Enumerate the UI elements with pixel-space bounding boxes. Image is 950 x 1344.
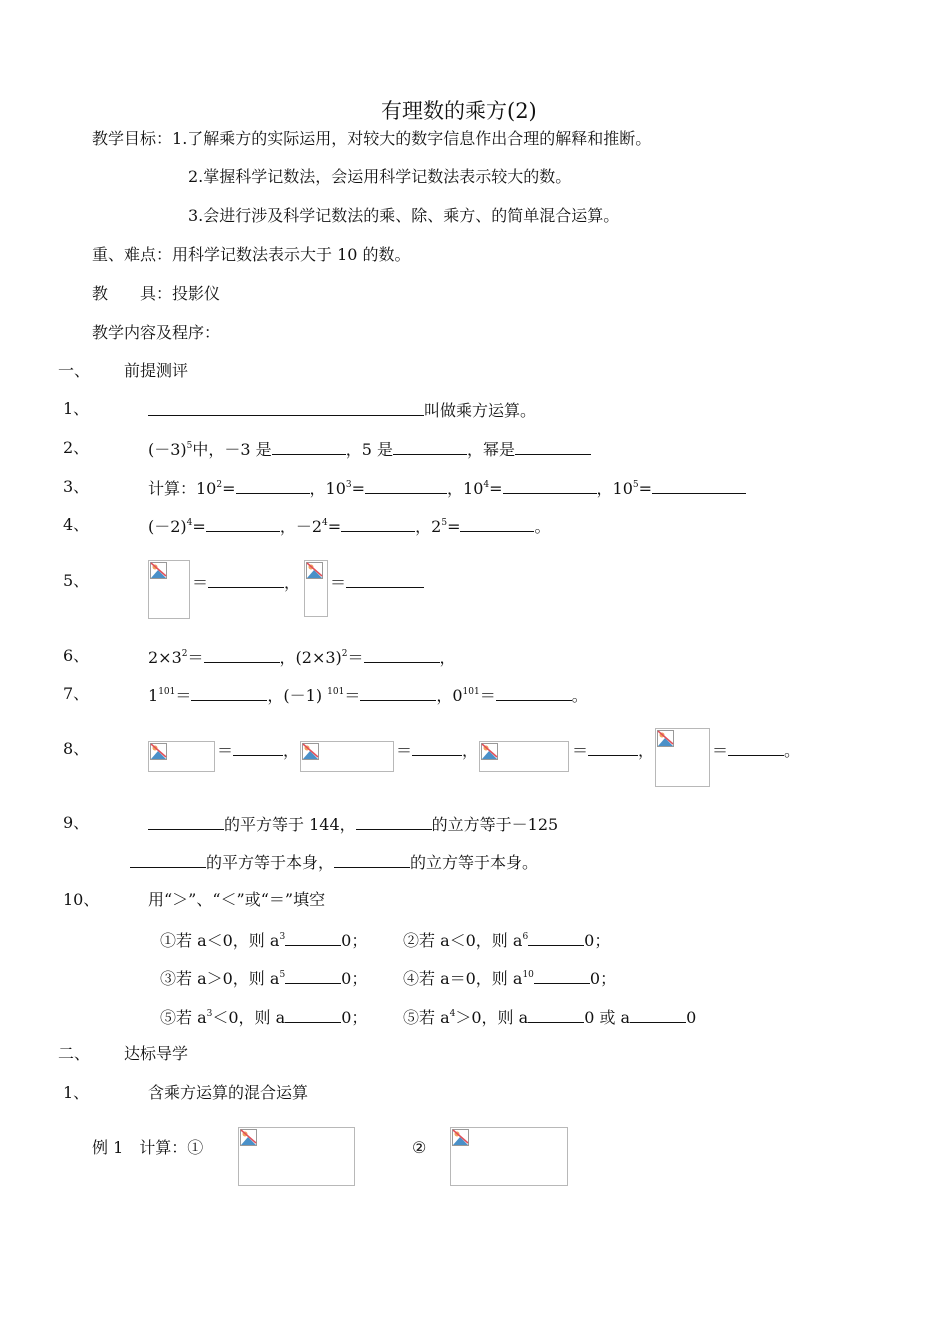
question-text: ， — [284, 573, 301, 592]
question-text: 叫做乘方运算。 — [424, 401, 537, 420]
answer-blank[interactable] — [148, 398, 424, 416]
question-text: ，(2×3) — [279, 648, 342, 667]
question-text: 0 — [686, 1008, 697, 1027]
answer-blank[interactable] — [652, 476, 746, 494]
answer-blank[interactable] — [393, 437, 467, 455]
answer-blank[interactable] — [285, 1005, 341, 1023]
formula-image — [450, 1127, 568, 1186]
question-text: ，10 — [447, 479, 484, 498]
question-text: ， — [462, 741, 479, 760]
question-text: ⑤若 a — [160, 1008, 207, 1027]
formula-image — [300, 741, 394, 772]
question-text: ，幂是 — [466, 440, 515, 459]
question-text: 。 — [571, 686, 588, 705]
answer-blank[interactable] — [285, 966, 341, 984]
broken-image-icon — [481, 743, 498, 760]
question-7 — [148, 683, 588, 707]
objectives-label: 教学目标： — [92, 129, 173, 148]
answer-blank[interactable] — [272, 437, 346, 455]
question-text: = — [327, 517, 342, 536]
answer-blank[interactable] — [728, 738, 784, 756]
exponent: 2 — [181, 649, 188, 659]
q10-row-2-left — [160, 966, 367, 990]
objective-item-1: 1.了解乘方的实际运用，对较大的数字信息作出合理的解释和推断。 — [172, 129, 652, 148]
exponent: 10 — [522, 970, 534, 980]
question-text: ＝ — [344, 686, 361, 705]
answer-blank[interactable] — [534, 966, 590, 984]
question-5-part-2 — [330, 570, 424, 594]
question-number-7: 7、 — [63, 684, 90, 703]
example-1-label: 例 1 计算：① — [92, 1138, 204, 1157]
exponent: 101 — [158, 687, 176, 697]
question-text: 的平方等于 144， — [224, 815, 356, 834]
question-1 — [148, 398, 536, 422]
answer-blank[interactable] — [334, 850, 410, 868]
formula-image — [148, 560, 190, 619]
question-text: 2×3 — [148, 648, 182, 667]
q10-row-1-left — [160, 928, 367, 952]
broken-image-icon — [302, 743, 319, 760]
answer-blank[interactable] — [341, 514, 415, 532]
question-text: ②若 a＜0，则 a — [403, 931, 523, 950]
question-text: ， — [439, 648, 456, 667]
exponent: 3 — [345, 480, 352, 490]
answer-blank[interactable] — [588, 738, 638, 756]
question-number-1: 1、 — [63, 399, 90, 418]
answer-blank[interactable] — [233, 738, 283, 756]
answer-blank[interactable] — [528, 1005, 584, 1023]
question-text: 1 — [148, 686, 159, 705]
answer-blank[interactable] — [346, 570, 424, 588]
formula-image — [148, 741, 215, 772]
question-text: = — [447, 517, 461, 536]
question-text: ＝ — [712, 741, 729, 760]
question-text: 。 — [784, 741, 801, 760]
exponent: 4 — [322, 518, 328, 528]
page-title: 有理数的乘方(2) — [381, 99, 537, 123]
question-text: 的平方等于本身， — [206, 853, 335, 872]
q10-row-1-right — [403, 928, 610, 952]
question-text: ，10 — [596, 479, 633, 498]
answer-blank[interactable] — [460, 514, 534, 532]
question-text: 0； — [589, 969, 617, 988]
answer-blank[interactable] — [208, 570, 284, 588]
question-6 — [148, 645, 456, 669]
question-text: ，－2 — [279, 517, 322, 536]
answer-blank[interactable] — [528, 928, 584, 946]
tools-line — [92, 283, 220, 305]
answer-blank[interactable] — [206, 514, 280, 532]
question-8-part-1 — [217, 738, 299, 762]
question-text: ， — [638, 741, 655, 760]
broken-image-icon — [306, 562, 323, 579]
answer-blank[interactable] — [148, 812, 224, 830]
question-text: (－2) — [148, 517, 187, 536]
formula-image — [479, 741, 569, 772]
broken-image-icon — [657, 730, 674, 747]
exponent: 3 — [206, 1009, 213, 1019]
answer-blank[interactable] — [503, 476, 597, 494]
question-text: ，5 是 — [345, 440, 393, 459]
question-text: = — [192, 517, 206, 536]
question-text: 的立方等于本身。 — [410, 853, 539, 872]
formula-image — [238, 1127, 355, 1186]
question-text: ＜0，则 a — [212, 1008, 286, 1027]
question-text: ＝ — [187, 648, 204, 667]
question-text: = — [222, 479, 236, 498]
answer-blank[interactable] — [630, 1005, 686, 1023]
exponent: 101 — [462, 687, 480, 697]
question-number-3: 3、 — [63, 477, 90, 496]
content-heading: 教学内容及程序： — [92, 323, 221, 342]
question-number-2: 2、 — [63, 438, 90, 457]
q10-row-3-right — [403, 1005, 696, 1029]
question-number-4: 4、 — [63, 515, 90, 534]
question-text: ＝ — [192, 573, 209, 592]
question-text: ＝ — [175, 686, 192, 705]
question-8-part-4 — [712, 738, 800, 762]
section-1-number: 一、 — [58, 361, 91, 380]
question-number-5: 5、 — [63, 571, 90, 590]
question-text: ＝ — [330, 573, 347, 592]
key-points: 重、难点：用科学记数法表示大于 10 的数。 — [92, 245, 411, 264]
answer-blank[interactable] — [130, 850, 206, 868]
q10-row-3-left — [160, 1005, 367, 1029]
section-2-item-number-1: 1、 — [63, 1083, 90, 1102]
question-text: ＝ — [572, 741, 589, 760]
question-text: 0； — [341, 969, 368, 988]
answer-blank[interactable] — [360, 683, 436, 701]
question-text: 0； — [341, 931, 368, 950]
question-9-line-1 — [148, 812, 558, 836]
section-1-title: 前提测评 — [124, 361, 189, 380]
question-number-6: 6、 — [63, 646, 90, 665]
question-text: = — [489, 479, 503, 498]
question-text: = — [638, 479, 653, 498]
question-text: ＝ — [347, 648, 364, 667]
tools-label: 教 具： — [92, 284, 173, 303]
section-2-number: 二、 — [58, 1044, 91, 1063]
formula-image — [655, 728, 710, 787]
answer-blank[interactable] — [285, 928, 341, 946]
broken-image-icon — [150, 743, 167, 760]
example-1-circle-2: ② — [412, 1138, 427, 1157]
exponent: 4 — [186, 518, 193, 528]
question-text: ④若 a＝0，则 a — [403, 969, 523, 988]
question-number-9: 9、 — [63, 813, 90, 832]
question-2 — [148, 437, 591, 461]
objectives-line-1 — [92, 128, 651, 150]
exponent: 5 — [279, 970, 286, 980]
answer-blank[interactable] — [496, 683, 572, 701]
exponent: 6 — [522, 932, 529, 942]
question-text: (－3) — [148, 440, 187, 459]
broken-image-icon — [240, 1129, 257, 1146]
exponent: 2 — [216, 480, 223, 490]
answer-blank[interactable] — [191, 683, 267, 701]
tools-value: 投影仪 — [172, 284, 221, 303]
exponent: 5 — [441, 518, 448, 528]
question-text: 。 — [534, 517, 551, 536]
question-text: ＝ — [479, 686, 496, 705]
q10-row-2-right — [403, 966, 616, 990]
question-text: ⑤若 a — [403, 1008, 450, 1027]
exponent: 5 — [186, 441, 193, 451]
answer-blank[interactable] — [412, 738, 462, 756]
question-text: 0； — [341, 1008, 368, 1027]
exponent: 5 — [632, 480, 639, 490]
exponent: 4 — [449, 1009, 456, 1019]
section-2-item-1: 含乘方运算的混合运算 — [148, 1083, 309, 1102]
question-text: ＝ — [217, 741, 234, 760]
question-8-part-3 — [572, 738, 654, 762]
answer-blank[interactable] — [204, 645, 280, 663]
question-text: ，0 — [436, 686, 463, 705]
question-text: 的立方等于－125 — [431, 815, 559, 834]
question-4 — [148, 514, 550, 538]
question-3 — [148, 476, 746, 500]
exponent: 101 — [327, 687, 345, 697]
objective-item-3: 3.会进行涉及科学记数法的乘、除、乘方、的简单混合运算。 — [188, 206, 620, 225]
answer-blank[interactable] — [364, 645, 440, 663]
question-text: = — [351, 479, 366, 498]
answer-blank[interactable] — [236, 476, 310, 494]
question-text: ＝ — [396, 741, 413, 760]
exponent: 3 — [279, 932, 286, 942]
question-text: 0 或 a — [584, 1008, 631, 1027]
answer-blank[interactable] — [365, 476, 447, 494]
question-text: ，10 — [309, 479, 346, 498]
answer-blank[interactable] — [515, 437, 591, 455]
answer-blank[interactable] — [356, 812, 432, 830]
question-text: ，(－1) — [267, 686, 323, 705]
question-text: ，2 — [415, 517, 442, 536]
exponent: 2 — [341, 649, 348, 659]
objective-item-2: 2.掌握科学记数法，会运用科学记数法表示较大的数。 — [188, 167, 572, 186]
question-5-part-1 — [192, 570, 300, 594]
question-text: 0； — [584, 931, 611, 950]
section-2-title: 达标导学 — [124, 1044, 189, 1063]
broken-image-icon — [150, 562, 167, 579]
question-number-10: 10、 — [63, 890, 100, 909]
question-number-8: 8、 — [63, 739, 90, 758]
question-text: 中，－3 是 — [192, 440, 272, 459]
question-text: ③若 a＞0，则 a — [160, 969, 280, 988]
formula-image — [304, 560, 328, 617]
question-10: 用“＞”、“＜”或“＝”填空 — [148, 890, 326, 909]
broken-image-icon — [452, 1129, 469, 1146]
exponent: 4 — [483, 480, 490, 490]
question-text: 计算：10 — [148, 479, 217, 498]
question-text: ， — [283, 741, 300, 760]
question-8-part-2 — [396, 738, 478, 762]
question-9-line-2 — [130, 850, 538, 874]
question-text: ＞0，则 a — [455, 1008, 529, 1027]
question-text: ①若 a＜0，则 a — [160, 931, 280, 950]
